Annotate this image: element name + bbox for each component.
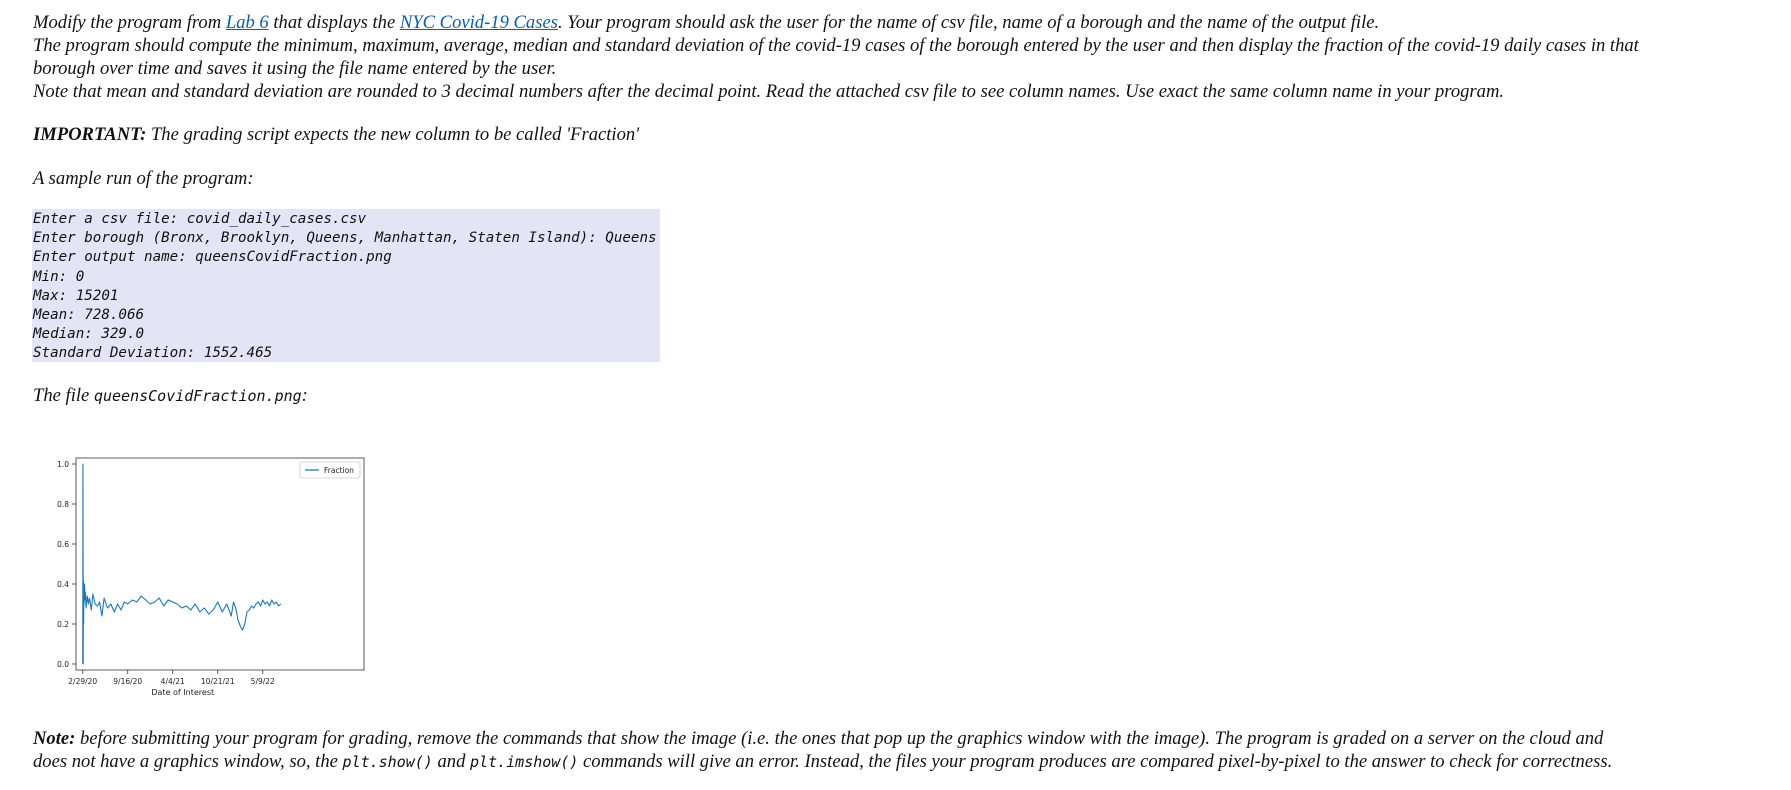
legend-label: Fraction <box>324 466 354 475</box>
fraction-chart <box>40 450 380 705</box>
sample-run-output <box>32 209 660 362</box>
important-label: IMPORTANT: <box>33 124 147 145</box>
file-caption-text: : <box>301 385 308 406</box>
note-text: and <box>432 751 471 772</box>
sample-run-line: Max: 15201 <box>33 287 119 304</box>
x-tick-label: 9/16/20 <box>113 677 143 686</box>
plot-frame <box>76 458 364 670</box>
output-filename: queensCovidFraction.png <box>93 387 302 405</box>
sample-run-line: Min: 0 <box>33 268 85 285</box>
important-note <box>33 123 639 146</box>
plt-show-code: plt.show() <box>342 753 433 771</box>
y-tick-label: 1.0 <box>57 460 69 469</box>
important-text: The grading script expects the new column to be called 'Fraction' <box>146 124 640 145</box>
sample-run-line: Enter output name: queensCovidFraction.png <box>33 249 392 266</box>
file-caption <box>33 384 308 408</box>
note-line-2 <box>33 750 1612 774</box>
note-text: commands will give an error. Instead, the files your program produces are compared pixel-by-pixel to the answer to check for correctness. <box>578 751 1613 772</box>
intro-line-4: Note that mean and standard deviation are rounded to 3 decimal numbers after the decimal point. Read the attached csv file to see column names. Use exact the same column name in your program. <box>33 81 1505 102</box>
sample-run-line: Median: 329.0 <box>33 326 145 343</box>
y-tick-label: 0.0 <box>57 660 69 669</box>
y-tick-label: 0.2 <box>57 620 69 629</box>
lab6-link[interactable]: Lab 6 <box>225 12 269 33</box>
file-caption-text: The file <box>33 385 94 406</box>
intro-line-2: The program should compute the minimum, maximum, average, median and standard deviation of the covid-19 cases of the borough entered by the user and then display the fraction of the covid-19 daily cases in that <box>33 35 1639 56</box>
note-text: before submitting your program for grading, remove the commands that show the image (i.e. the ones that pop up the graphics window with the image). The program is graded on a server on the cloud and <box>75 728 1604 749</box>
x-tick-label: 2/29/20 <box>68 677 98 686</box>
intro-line-3: borough over time and saves it using the file name entered by the user. <box>33 58 557 79</box>
sample-run-label: A sample run of the program: <box>33 168 254 189</box>
x-axis-label: Date of Interest <box>151 688 215 697</box>
note-label: Note: <box>33 728 76 749</box>
sample-run-line: Enter a csv file: covid_daily_cases.csv <box>33 211 367 227</box>
intro-text: . Your program should ask the user for the name of csv file, name of a borough and the name of the output file. <box>557 12 1380 33</box>
plt-imshow-code: plt.imshow() <box>470 753 579 771</box>
intro-line-1 <box>33 11 1379 34</box>
sample-run-line: Mean: 728.066 <box>33 307 145 324</box>
y-tick-label: 0.8 <box>57 500 69 509</box>
sample-run-line: Standard Deviation: 1552.465 <box>33 345 273 362</box>
y-tick-label: 0.4 <box>57 580 69 589</box>
intro-text: that displays the <box>268 12 400 33</box>
y-tick-label: 0.6 <box>57 540 69 549</box>
x-tick-label: 5/9/22 <box>250 677 275 686</box>
sample-run-line: Enter borough (Bronx, Brooklyn, Queens, Manhattan, Staten Island): Queens <box>33 230 657 247</box>
x-tick-label: 10/21/21 <box>200 677 235 686</box>
intro-text: Modify the program from <box>33 12 226 33</box>
note-text: does not have a graphics window, so, the <box>33 751 343 772</box>
note-line-1 <box>33 727 1603 750</box>
nyc-covid-cases-link[interactable]: NYC Covid-19 Cases <box>399 12 558 33</box>
x-tick-label: 4/4/21 <box>160 677 185 686</box>
